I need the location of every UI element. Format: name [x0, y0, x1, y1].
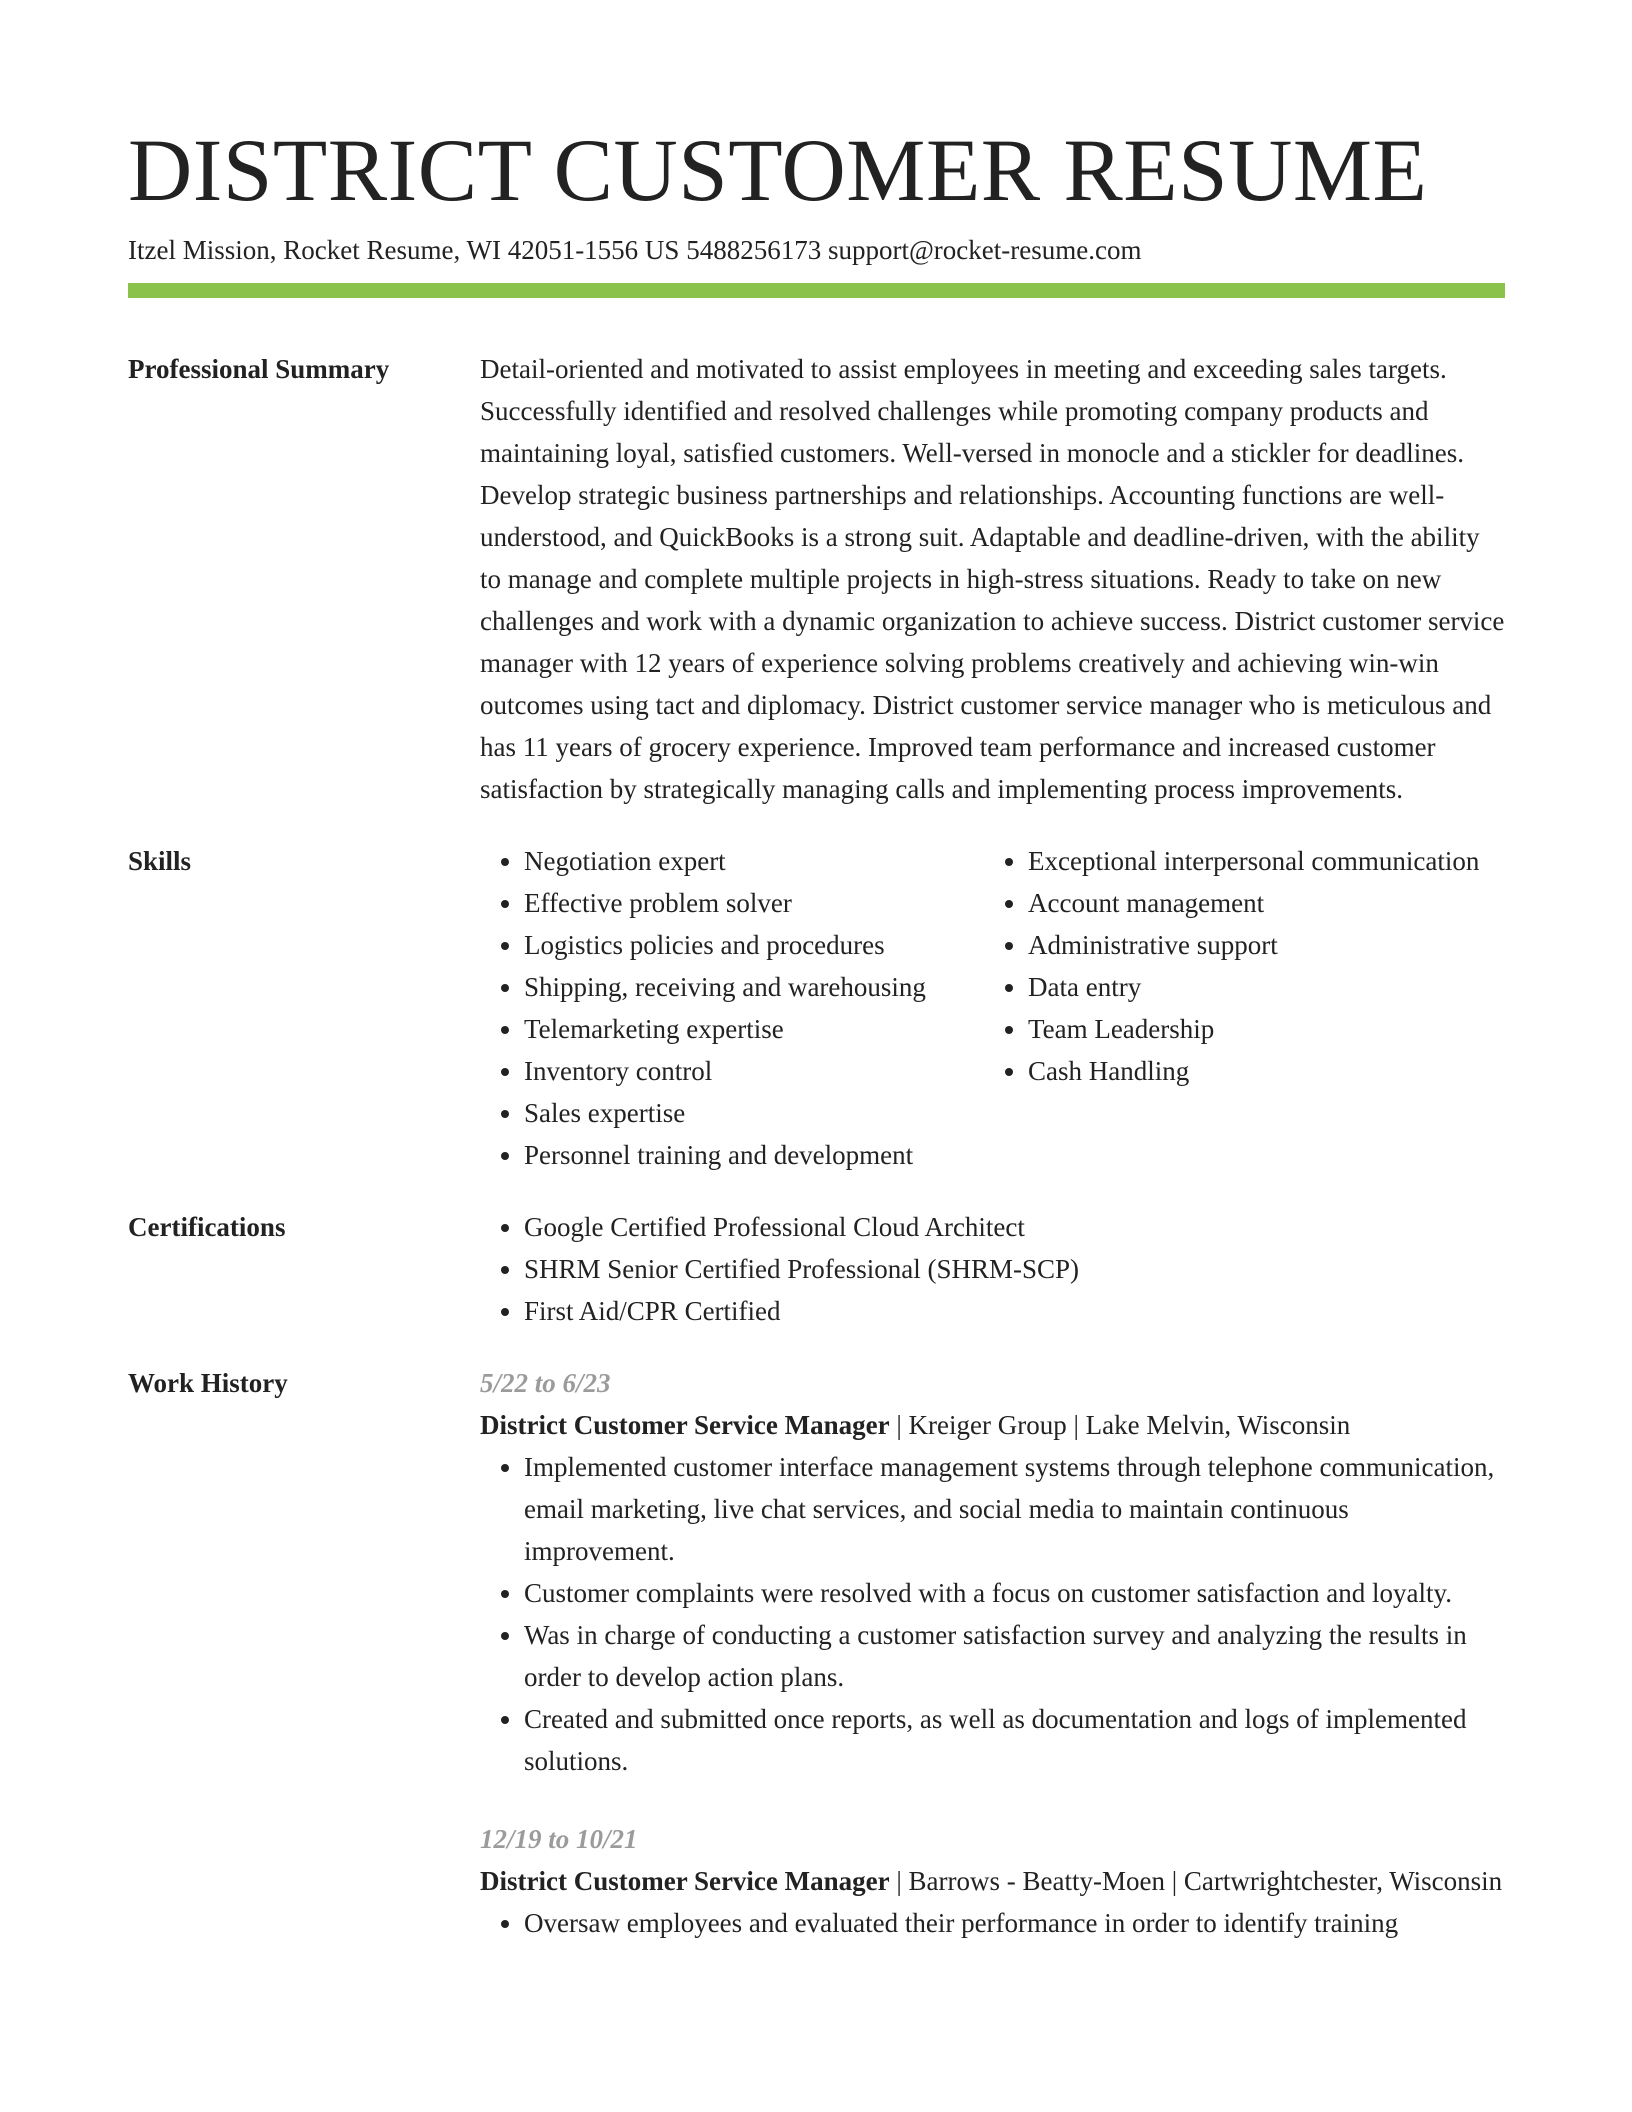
skill-item: • Shipping, receiving and warehousing [524, 966, 984, 1008]
summary-text: Detail-oriented and motivated to assist employees in meeting and exceeding sales targets. Successfully identified and resolved challenges while promoting company products and maintaining loyal, satisfied customers. Well-versed in monocle and a stickler for deadlines. Develop strategic business partnerships and relationships. Accounting functions are well-understood, and QuickBooks is a strong suit. Adaptable and deadline-driven, with the ability to manage and complete multiple projects in high-stress situations. Ready to take on new challenges and work with a dynamic organization to achieve success. District customer service manager with 12 years of experience solving problems creatively and achieving win-win outcomes using tact and diplomacy. District customer service manager who is meticulous and has 11 years of grocery experience. Improved team performance and increased customer satisfaction by strategically managing calls and implementing process improvements. [480, 354, 1505, 804]
skill-item: • Effective problem solver [524, 882, 984, 924]
job-entry [480, 1818, 1505, 1944]
job-duties-list [480, 1902, 1505, 1944]
skill-item: • Administrative support [1028, 924, 1508, 966]
skill-item: • Data entry [1028, 966, 1508, 1008]
job-duty: • Was in charge of conducting a customer satisfaction survey and analyzing the results in order to develop action plans. [524, 1614, 1505, 1698]
certification-item: • First Aid/CPR Certified [524, 1290, 1505, 1332]
certifications-heading: Certifications [128, 1212, 286, 1242]
job-dates: 12/19 to 10/21 [480, 1824, 638, 1854]
accent-divider [128, 283, 1505, 298]
resume-page [128, 0, 1505, 1944]
certifications-body [480, 1206, 1505, 1332]
summary-body [480, 348, 1505, 810]
skill-item: • Account management [1028, 882, 1508, 924]
job-duty: • Implemented customer interface management systems through telephone communication, email marketing, live chat services, and social media to maintain continuous improvement. [524, 1446, 1505, 1572]
skill-item: • Personnel training and development [524, 1134, 984, 1176]
job-heading [480, 1404, 1505, 1446]
certification-item: • Google Certified Professional Cloud Architect [524, 1206, 1505, 1248]
job-title: District Customer Service Manager [480, 1866, 890, 1896]
job-entry [480, 1362, 1505, 1782]
job-company-location: | Barrows - Beatty-Moen | Cartwrightchester, Wisconsin [889, 1866, 1503, 1896]
skill-item: • Logistics policies and procedures [524, 924, 984, 966]
certifications-section [128, 1206, 1505, 1332]
job-duty: • Oversaw employees and evaluated their performance in order to identify training [524, 1902, 1505, 1944]
work-history-body [480, 1362, 1505, 1944]
contact-line: Itzel Mission, Rocket Resume, WI 42051-1556 US 5488256173 support@rocket-resume.com [128, 235, 1142, 265]
skills-section [128, 840, 1505, 1176]
resume-title: DISTRICT CUSTOMER RESUME [128, 122, 1428, 220]
work-history-section [128, 1362, 1505, 1944]
skills-columns [480, 840, 1508, 1176]
job-company-location: | Kreiger Group | Lake Melvin, Wisconsin [889, 1410, 1351, 1440]
skill-item: • Exceptional interpersonal communication [1028, 840, 1508, 882]
work-history-heading: Work History [128, 1368, 288, 1398]
skill-item: • Telemarketing expertise [524, 1008, 984, 1050]
skills-list-right [984, 840, 1508, 1176]
skill-item: • Negotiation expert [524, 840, 984, 882]
job-duty: • Created and submitted once reports, as well as documentation and logs of implemented solutions. [524, 1698, 1505, 1782]
skills-list-left [480, 840, 984, 1176]
certifications-list [480, 1206, 1505, 1332]
skill-item: • Team Leadership [1028, 1008, 1508, 1050]
job-title: District Customer Service Manager [480, 1410, 890, 1440]
skills-heading: Skills [128, 846, 192, 876]
job-duties-list [480, 1446, 1505, 1782]
job-dates: 5/22 to 6/23 [480, 1368, 611, 1398]
certification-item: • SHRM Senior Certified Professional (SHRM-SCP) [524, 1248, 1505, 1290]
skill-item: • Cash Handling [1028, 1050, 1508, 1092]
job-duty: • Customer complaints were resolved with a focus on customer satisfaction and loyalty. [524, 1572, 1505, 1614]
job-heading [480, 1860, 1505, 1902]
summary-section [128, 348, 1505, 810]
skill-item: • Sales expertise [524, 1092, 984, 1134]
summary-heading: Professional Summary [128, 354, 390, 384]
skill-item: • Inventory control [524, 1050, 984, 1092]
